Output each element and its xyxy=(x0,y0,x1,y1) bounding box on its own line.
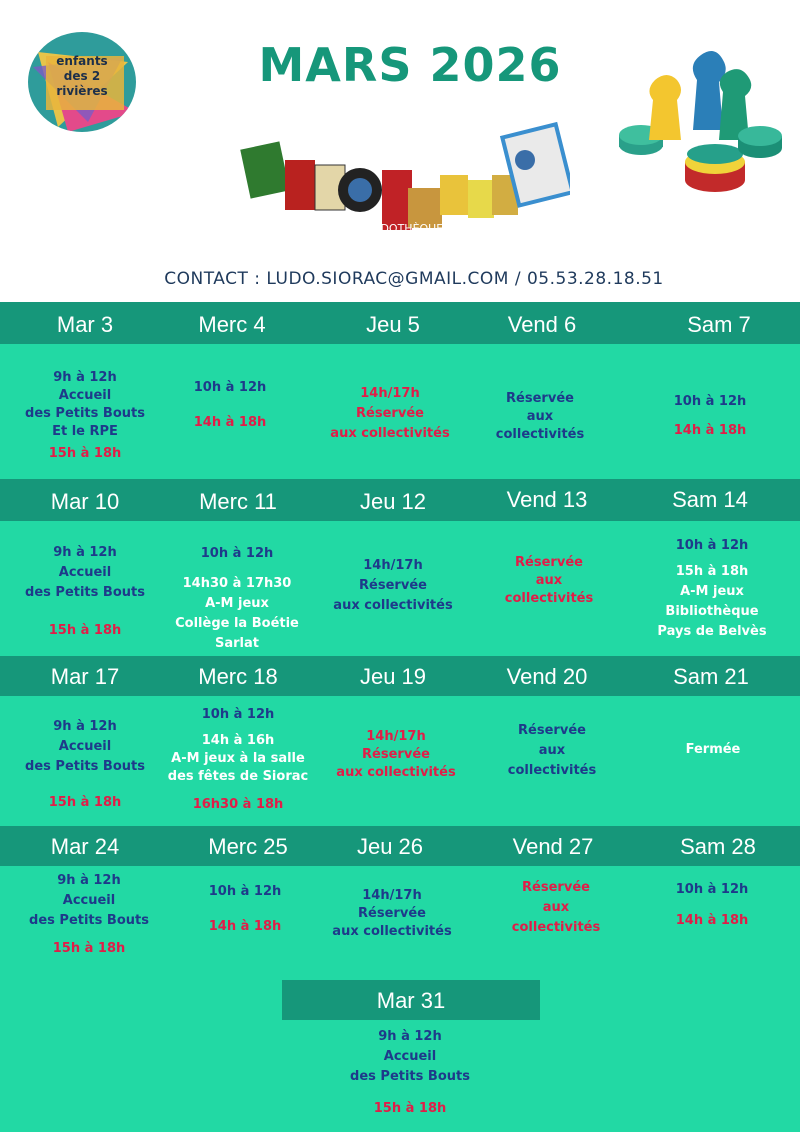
cell-jeu-19: 14h/17h Réservée aux collectivités xyxy=(336,729,456,780)
game-pawns-icon xyxy=(615,30,785,200)
ludotheque-logo xyxy=(240,120,570,240)
cell-vend-13: Réservée aux collectivités xyxy=(504,555,594,606)
day-label: Jeu 26 xyxy=(356,834,424,859)
week-4-header xyxy=(0,826,800,866)
day-label: Mar 3 xyxy=(56,312,114,337)
cell-mar-10: 9h à 12h Accueil des Petits Bouts 15h à 18h xyxy=(25,545,145,638)
cell-mar-24: 9h à 12h Accueil des Petits Bouts 15h à 18h xyxy=(29,873,149,956)
day-label: Jeu 12 xyxy=(359,489,427,514)
cell-merc-18: 10h à 12h 14h à 16h A-M jeux à la salle des fêtes de Siorac 16h30 à 18h xyxy=(167,707,309,812)
last-day-header xyxy=(282,980,540,1020)
day-label: Vend 20 xyxy=(506,664,588,689)
day-label: Vend 6 xyxy=(507,312,577,337)
cell-jeu-5: 14h/17h Réservée aux collectivités xyxy=(330,386,450,441)
cell-jeu-26: 14h/17h Réservée aux collectivités xyxy=(332,888,452,939)
cell-sam-21: Fermée xyxy=(685,742,741,757)
header xyxy=(0,0,800,302)
cell-sam-14: 10h à 12h 15h à 18h A-M jeux Bibliothèque Pays de Belvès xyxy=(657,538,767,639)
day-label: Vend 27 xyxy=(512,834,594,859)
day-label: Mar 10 xyxy=(50,489,120,514)
cell-merc-11: 10h à 12h 14h30 à 17h30 A-M jeux Collège la Boétie Sarlat xyxy=(175,546,299,651)
day-label: Sam 21 xyxy=(673,664,749,689)
cell-mar-31: 9h à 12h Accueil des Petits Bouts 15h à 18h xyxy=(350,1029,470,1116)
cell-vend-20: Réservée aux collectivités xyxy=(507,723,597,778)
cell-mar-17: 9h à 12h Accueil des Petits Bouts 15h à 18h xyxy=(25,719,145,810)
week-2-header xyxy=(0,479,800,521)
day-label: Sam 28 xyxy=(680,834,756,859)
cell-sam-28: 10h à 12h 14h à 18h xyxy=(675,882,749,928)
day-label: Merc 11 xyxy=(199,489,277,514)
svg-text:LUDOTHÈQUE: LUDOTHÈQUE xyxy=(366,222,444,235)
day-label: Vend 13 xyxy=(506,487,588,512)
ludotheque-letters-icon xyxy=(240,124,570,230)
page-title: MARS 2026 xyxy=(258,38,562,92)
day-label: Mar 24 xyxy=(50,834,120,859)
contact-line: CONTACT : LUDO.SIORAC@GMAIL.COM / 05.53.28.18.51 xyxy=(164,269,664,289)
logo-text: enfants des 2 rivières xyxy=(56,54,108,98)
day-label: Merc 4 xyxy=(198,312,266,337)
day-label: Mar 17 xyxy=(50,664,120,689)
day-label: Merc 25 xyxy=(208,834,288,859)
week-1-header xyxy=(0,302,800,344)
cell-merc-4: 10h à 12h 14h à 18h xyxy=(193,380,267,430)
cell-vend-6: Réservée aux collectivités xyxy=(495,391,585,442)
cell-sam-7: 10h à 12h 14h à 18h xyxy=(673,394,747,438)
cell-vend-27: Réservée aux collectivités xyxy=(511,880,601,935)
day-label: Mar 31 xyxy=(376,988,446,1013)
day-label: Jeu 5 xyxy=(366,312,420,337)
day-label: Merc 18 xyxy=(198,664,278,689)
week-3-header xyxy=(0,656,800,696)
day-label: Jeu 19 xyxy=(359,664,427,689)
day-label: Sam 14 xyxy=(672,487,748,512)
cell-jeu-12: 14h/17h Réservée aux collectivités xyxy=(333,558,453,613)
day-label: Sam 7 xyxy=(687,312,751,337)
cell-merc-25: 10h à 12h 14h à 18h xyxy=(208,884,282,934)
cell-mar-3: 9h à 12h Accueil des Petits Bouts Et le RPE 15h à 18h xyxy=(25,370,145,461)
